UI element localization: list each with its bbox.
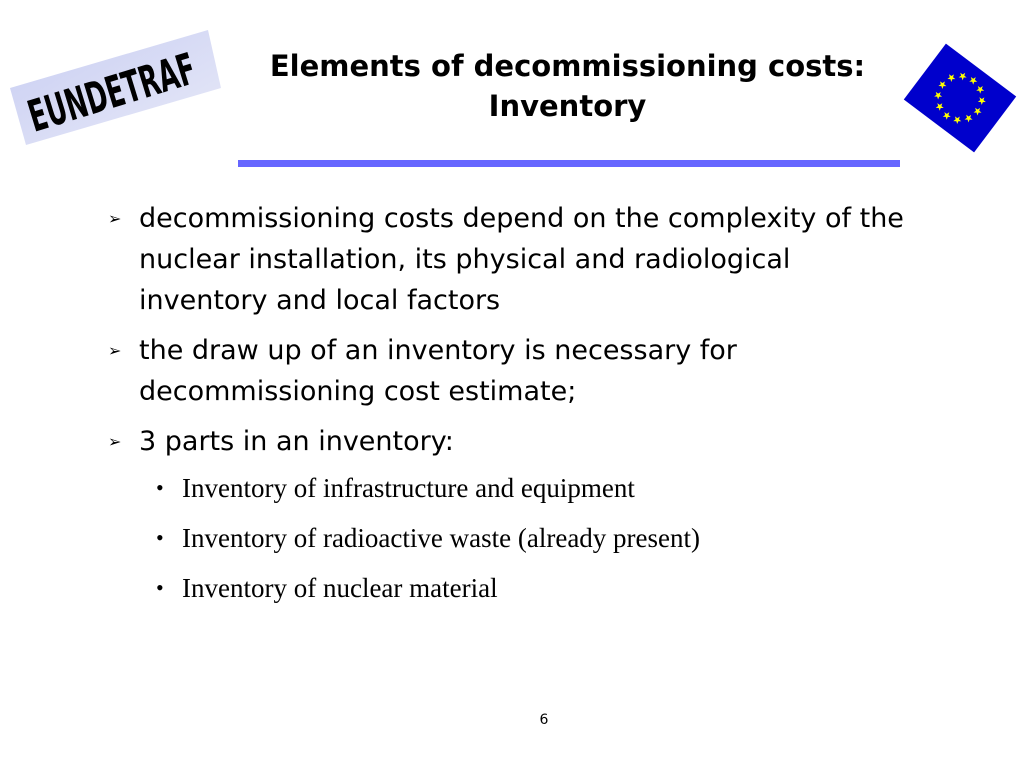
title-line-1: Elements of decommissioning costs: [269, 49, 866, 83]
title-line-2: Inventory [488, 89, 647, 123]
sub-bullet-item [108, 471, 908, 505]
sub-bullet-item [108, 571, 908, 605]
dot-bullet-icon: • [156, 525, 164, 550]
dot-bullet-icon: • [156, 475, 164, 500]
eu-flag-icon [900, 42, 1018, 154]
bullet-text: the draw up of an inventory is necessary for decommissioning cost estimate; [139, 335, 737, 407]
sub-bullet-text: Inventory of infrastructure and equipment [182, 473, 635, 503]
title-divider [238, 160, 900, 167]
bullet-list [108, 198, 908, 621]
bullet-text: 3 parts in an inventory: [139, 426, 454, 457]
bullet-item [108, 330, 908, 412]
arrow-bullet-icon: ➢ [108, 341, 122, 360]
sub-bullet-text: Inventory of radioactive waste (already present) [182, 523, 701, 553]
logo-text: EUNDETRAF [22, 44, 202, 143]
sub-bullet-item [108, 521, 908, 555]
bullet-item [108, 198, 908, 321]
arrow-bullet-icon: ➢ [108, 209, 122, 228]
slide-title [215, 46, 920, 126]
dot-bullet-icon: • [156, 575, 164, 600]
sub-bullet-text: Inventory of nuclear material [182, 573, 498, 603]
eundetraf-logo [8, 30, 223, 145]
page-number: 6 [539, 712, 549, 728]
bullet-item [108, 421, 908, 462]
arrow-bullet-icon: ➢ [108, 432, 122, 451]
flag-field [904, 44, 1016, 153]
bullet-text: decommissioning costs depend on the complexity of the nuclear installation, its physical and radiological inventory and local factors [139, 203, 904, 316]
